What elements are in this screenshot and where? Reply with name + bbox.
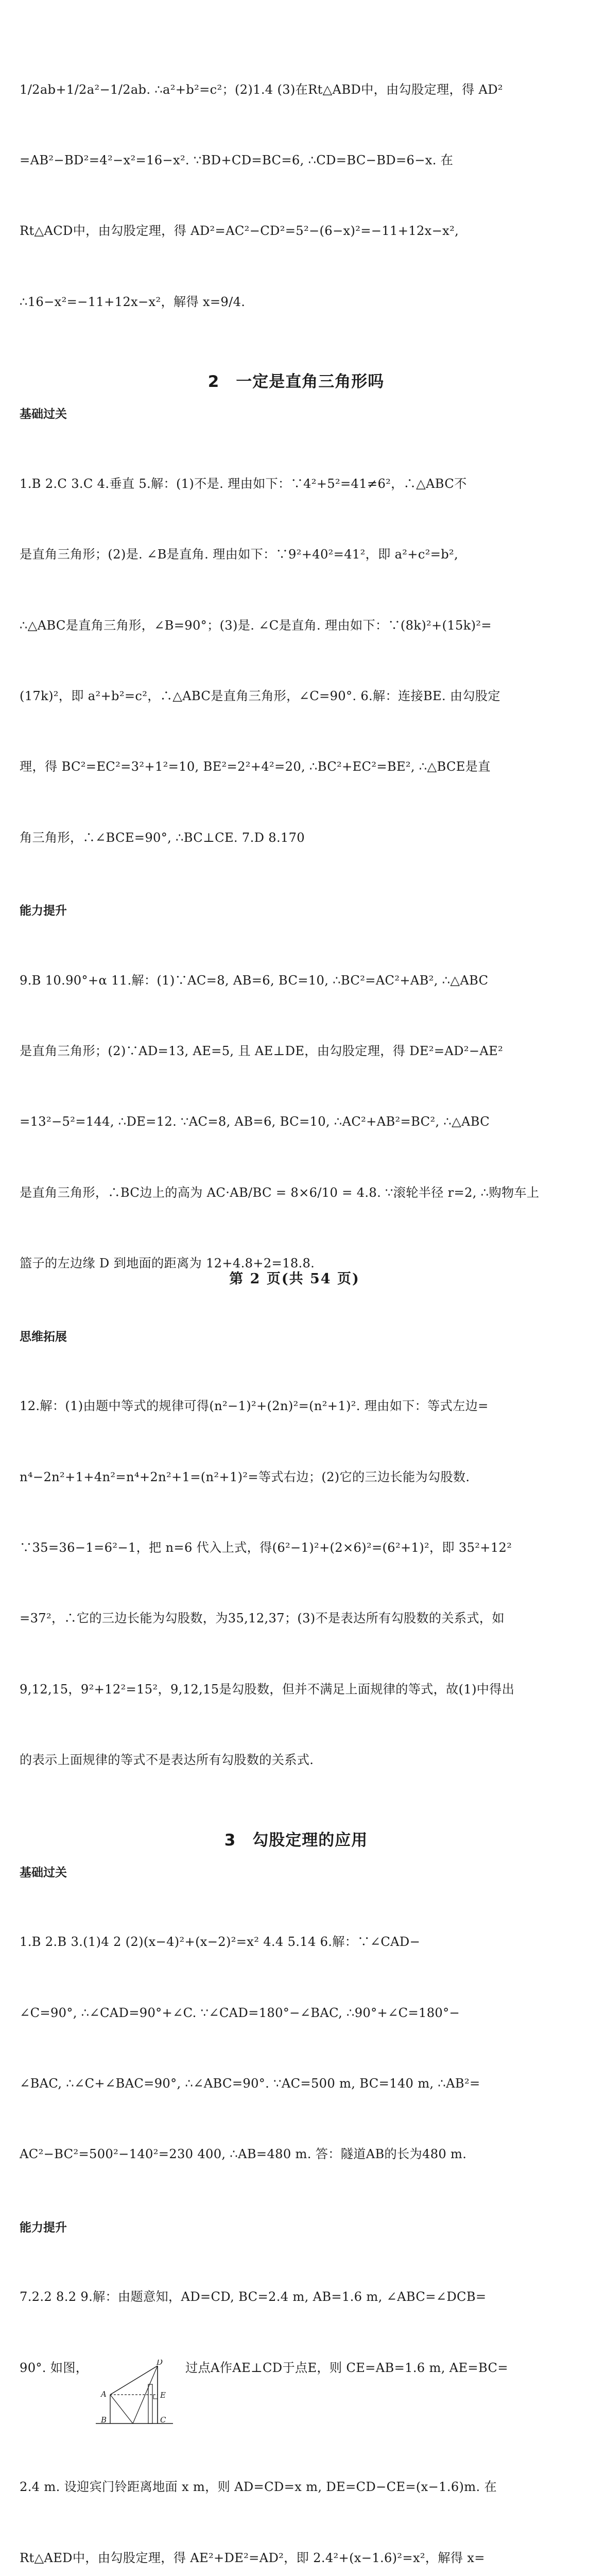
label-d: D (157, 2359, 163, 2367)
section-2-title: 2 一定是直角三角形吗 (207, 372, 385, 392)
text-line: 7.2.2 8.2 9.解：由题意知，AD=CD, BC=2.4 m, AB=1.6 m, ∠ABC=∠DCB= (20, 2290, 487, 2304)
text-line: 90°. 如图， (20, 2360, 89, 2375)
text-line: 理，得 BC²=EC²=3²+1²=10, BE²=2²+4²=20, ∴BC²+EC²=BE², ∴△BCE是直 (20, 759, 491, 774)
section-2-thinking-answers (20, 1348, 573, 1820)
text-line: 9,12,15，9²+12²=15²，9,12,15是勾股数，但并不满足上面规律的等式，故(1)中得出 (20, 1682, 515, 1697)
figure-row-doorbell (20, 2357, 573, 2429)
text-line: 1.B 2.C 3.C 4.垂直 5.解：(1)不是. 理由如下：∵4²+5²=41≠6²，∴△ABC不 (20, 476, 467, 491)
section-2-thinking-heading: 思维拓展 (20, 1330, 67, 1344)
text-line: (17k)²，即 a²+b²=c²，∴△ABC是直角三角形，∠C=90°. 6.解：连接BE. 由勾股定 (20, 688, 500, 703)
text-line: 角三角形，∴∠BCE=90°, ∴BC⊥CE. 7.D 8.170 (20, 830, 305, 845)
text-line: ∴16−x²=−11+12x−x²，解得 x=9/4. (20, 294, 246, 309)
section-2-ability-answers (20, 922, 573, 1323)
text-line: =37²，∴它的三边长能为勾股数，为35,12,37；(3)不是表达所有勾股数的关系式，如 (20, 1611, 505, 1626)
text-line: 1.B 2.B 3.(1)4 2 (2)(x−4)²+(x−2)²=x² 4.4 5.14 6.解：∵∠CAD− (20, 1935, 421, 1950)
section-2-basic-heading: 基础过关 (20, 408, 67, 421)
text-line: ∴△ABC是直角三角形，∠B=90°；(3)是. ∠C是直角. 理由如下：∵(8k)²+(15k)²= (20, 618, 492, 633)
section-2-ability-heading: 能力提升 (20, 904, 67, 918)
page-content (20, 31, 573, 2576)
section-2-basic-answers (20, 425, 573, 897)
section-3-ability-continued (20, 2429, 573, 2576)
section-3-title: 3 勾股定理的应用 (224, 1831, 368, 1850)
section-3-basic-heading: 基础过关 (20, 1866, 67, 1879)
section-3-basic-answers (20, 1884, 573, 2214)
text-line: 12.解：(1)由题中等式的规律可得(n²−1)²+(2n)²=(n²+1)². 理由如下：等式左边= (20, 1399, 489, 1414)
doorbell-figure (85, 2360, 183, 2429)
text-line: 的表示上面规律的等式不是表达所有勾股数的关系式. (20, 1753, 314, 1768)
text-line: 是直角三角形，∴BC边上的高为 AC·AB/BC = 8×6/10 = 4.8. ∵滚轮半径 r=2, ∴购物车上 (20, 1185, 540, 1200)
page-footer: 第 2 页(共 54 页) (229, 1271, 360, 1287)
text-line: 9.B 10.90°+α 11.解：(1)∵AC=8, AB=6, BC=10, ∴BC²=AC²+AB², ∴△ABC (20, 973, 489, 988)
text-line: 篮子的左边缘 D 到地面的距离为 12+4.8+2=18.8. (20, 1256, 315, 1271)
label-e: E (160, 2390, 166, 2400)
text-line: Rt△AED中，由勾股定理，得 AE²+DE²=AD²，即 2.4²+(x−1.6)²=x²，解得 x= (20, 2550, 485, 2565)
text-line: AC²−BC²=500²−140²=230 400, ∴AB=480 m. 答：隧道AB的长为480 m. (20, 2147, 467, 2162)
text-line: 过点A作AE⊥CD于点E，则 CE=AB=1.6 m, AE=BC= (185, 2360, 508, 2375)
text-line: 1/2ab+1/2a²−1/2ab. ∴a²+b²=c²；(2)1.4 (3)在Rt△ABD中，由勾股定理，得 AD² (20, 82, 503, 97)
label-a: A (101, 2389, 107, 2399)
section-3-ability-heading: 能力提升 (20, 2221, 67, 2234)
text-line: ∠C=90°, ∴∠CAD=90°+∠C. ∵∠CAD=180°−∠BAC, ∴90°+∠C=180°− (20, 2005, 460, 2020)
label-b: B (101, 2415, 107, 2425)
section-3-ability-answers (20, 2239, 573, 2357)
text-line: =AB²−BD²=4²−x²=16−x². ∵BD+CD=BC=6, ∴CD=BC−BD=6−x. 在 (20, 152, 454, 167)
text-line: ∵35=36−1=6²−1，把 n=6 代入上式，得(6²−1)²+(2×6)²=(6²+1)²，即 35²+12² (20, 1540, 512, 1555)
text-line: ∠BAC, ∴∠C+∠BAC=90°, ∴∠ABC=90°. ∵AC=500 m, BC=140 m, ∴AB²= (20, 2076, 480, 2091)
label-c: C (160, 2415, 166, 2425)
text-line: =13²−5²=144, ∴DE=12. ∵AC=8, AB=6, BC=10, ∴AC²+AB²=BC², ∴△ABC (20, 1114, 490, 1129)
text-line: n⁴−2n²+1+4n²=n⁴+2n²+1=(n²+1)²=等式右边；(2)它的三边长能为勾股数. (20, 1469, 470, 1484)
intro-paragraph (20, 31, 573, 361)
text-line: 是直角三角形；(2)是. ∠B是直角. 理由如下：∵9²+40²=41²，即 a²+c²=b², (20, 547, 459, 562)
text-line: 是直角三角形；(2)∵AD=13, AE=5, 且 AE⊥DE，由勾股定理，得 DE²=AD²−AE² (20, 1044, 504, 1059)
text-line: 2.4 m. 设迎宾门铃距离地面 x m，则 AD=CD=x m, DE=CD−CE=(x−1.6)m. 在 (20, 2480, 497, 2495)
text-line: Rt△ACD中，由勾股定理，得 AD²=AC²−CD²=5²−(6−x)²=−11+12x−x², (20, 224, 459, 239)
